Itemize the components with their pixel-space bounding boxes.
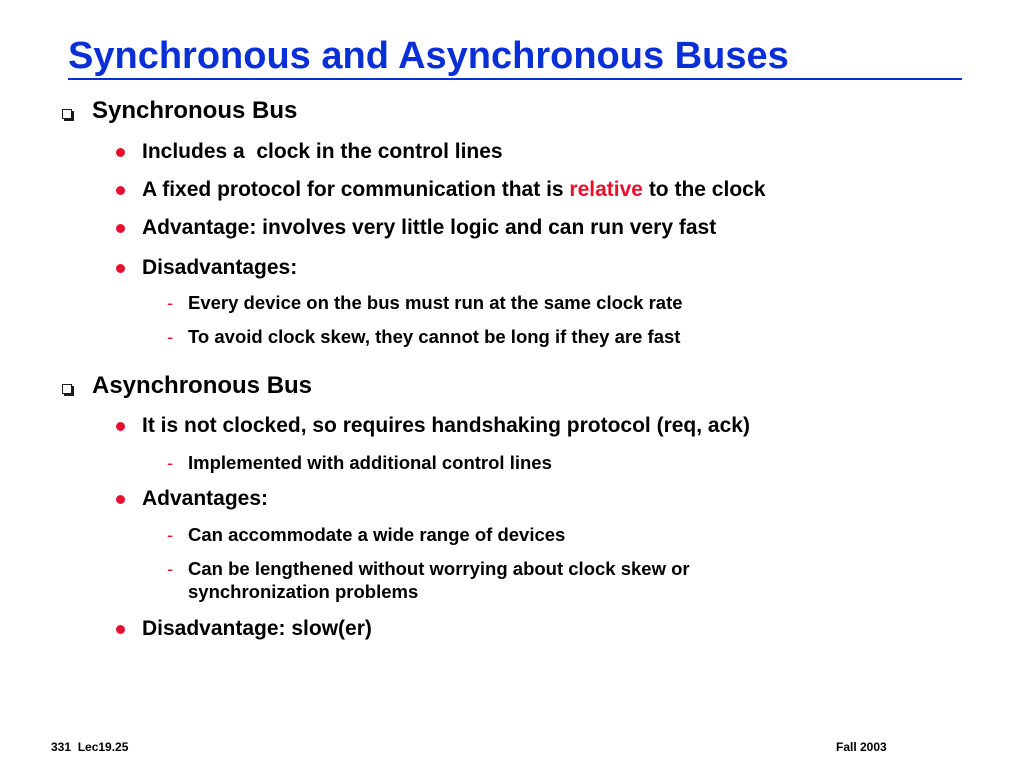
dash-bullet: - <box>167 558 174 579</box>
dot-bullet-icon <box>116 625 125 634</box>
footer-left: 331 Lec19.25 <box>51 740 129 754</box>
sync-item-disadvantages-text: Disadvantages: <box>142 256 298 279</box>
sync-item-protocol-text-b: to the clock <box>642 178 766 201</box>
dot-bullet-icon <box>116 224 125 233</box>
async-item-handshake-text: It is not clocked, so requires handshaking protocol (req, ack) <box>142 414 750 437</box>
sync-item-clock <box>142 139 503 165</box>
sync-item-advantage-text: Advantage: involves very little logic and can run very fast <box>142 216 717 239</box>
async-adv-length-text-line1: Can be lengthened without worrying about clock skew or <box>188 558 690 579</box>
async-adv-devices <box>167 523 566 546</box>
footer-right: Fall 2003 <box>836 740 887 754</box>
async-item-disadvantage <box>142 616 372 642</box>
checkbox-bullet-icon <box>62 109 72 119</box>
sync-heading-text: Synchronous Bus <box>92 97 298 124</box>
sync-heading <box>92 97 297 125</box>
async-item-disadvantage-text: Disadvantage: slow(er) <box>142 617 372 640</box>
async-item-advantages-text: Advantages: <box>142 487 269 510</box>
sync-item-clock-text: Includes a clock in the control lines <box>142 140 503 163</box>
dash-bullet: - <box>167 326 174 347</box>
async-handshake-sub-text: Implemented with additional control lines <box>188 452 552 473</box>
checkbox-bullet-icon <box>62 384 72 394</box>
sync-item-protocol <box>142 177 766 203</box>
dot-bullet-icon <box>116 264 125 273</box>
async-adv-length-text-line2: synchronization problems <box>188 581 419 602</box>
async-heading-text: Asynchronous Bus <box>92 372 313 399</box>
async-handshake-sub <box>167 451 552 474</box>
async-heading <box>92 372 312 400</box>
async-item-handshake <box>142 413 750 439</box>
dot-bullet-icon <box>116 422 125 431</box>
dash-bullet: - <box>167 524 174 545</box>
sync-disadv-clock-skew-text: To avoid clock skew, they cannot be long if they are fast <box>188 326 681 347</box>
dash-bullet: - <box>167 452 174 473</box>
async-adv-devices-text: Can accommodate a wide range of devices <box>188 524 566 545</box>
sync-item-disadvantages <box>142 255 297 281</box>
async-adv-length <box>167 557 690 603</box>
dot-bullet-icon <box>116 495 125 504</box>
sync-disadv-clock-skew <box>167 325 681 348</box>
dot-bullet-icon <box>116 148 125 157</box>
sync-item-advantage <box>142 215 716 241</box>
async-item-advantages <box>142 486 268 512</box>
sync-disadv-clock-rate <box>167 291 683 314</box>
sync-disadv-clock-rate-text: Every device on the bus must run at the same clock rate <box>188 292 683 313</box>
page-title: Synchronous and Asynchronous Buses <box>68 34 962 80</box>
sync-item-protocol-highlight: relative <box>569 178 643 201</box>
dot-bullet-icon <box>116 186 125 195</box>
sync-item-protocol-text-a: A fixed protocol for communication that is <box>142 178 570 201</box>
dash-bullet: - <box>167 292 174 313</box>
